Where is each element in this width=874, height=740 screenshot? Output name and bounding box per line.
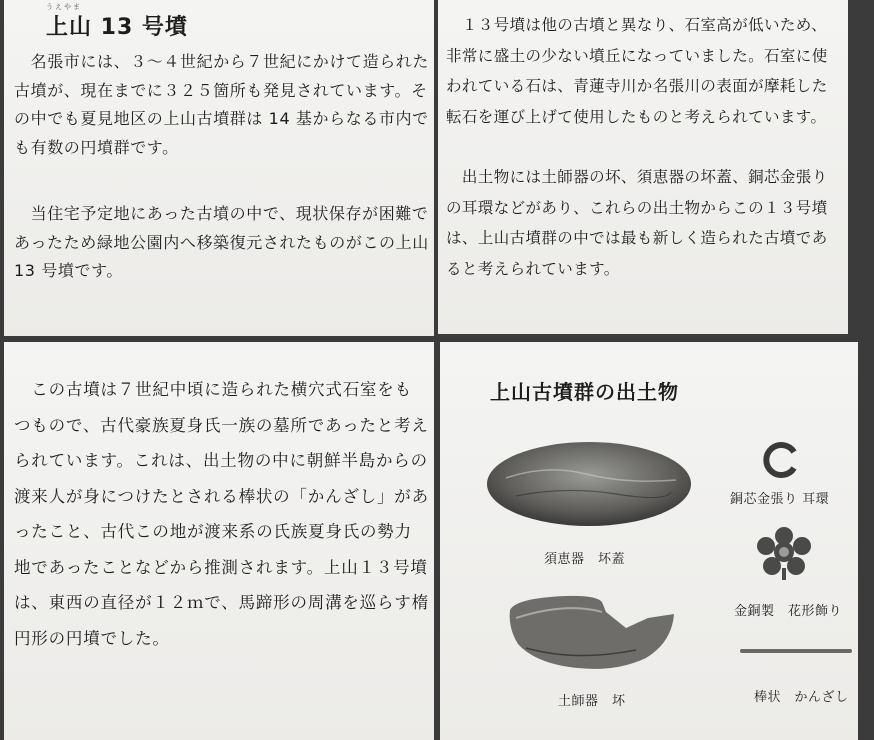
panel-bottom-left — [4, 342, 434, 740]
haji-ware-cup-icon — [506, 592, 678, 674]
earring-icon — [762, 440, 802, 480]
paragraph: 名張市には、３～４世紀から７世紀にかけて造られた古墳が、現在までに３２５箇所も発見されています。その中でも夏見地区の上山古墳群は 14 基からなる市内でも有数の円墳群です。 — [14, 52, 430, 157]
artifact-caption: 金銅製 花形飾り — [734, 604, 843, 619]
panel-top-right — [438, 0, 848, 334]
artifacts-title: 上山古墳群の出土物 — [490, 380, 679, 404]
hairpin-icon — [740, 646, 852, 656]
panel-bottom-right — [440, 342, 858, 740]
artifact-caption: 銅芯金張り 耳環 — [730, 492, 830, 507]
artifact-caption: 須恵器 坏蓋 — [544, 552, 626, 567]
flower-ornament-icon — [752, 524, 816, 582]
paragraph: この古墳は７世紀中頃に造られた横穴式石室をもつもので、古代豪族夏身氏一族の墓所であったと考えられています。これは、出土物の中に朝鮮半島からの渡来人が身につけたとされる棒状の「かんざし」があったこと、古代この地が渡来系の氏族夏身氏の勢力地であったことなどから推測されます。上山１３号墳は、東西の直径が１２ｍで、馬蹄形の周溝を巡らす楕円形の円墳でした。 — [14, 380, 429, 648]
sue-ware-lid-icon — [486, 434, 696, 534]
panel-top-left — [4, 0, 434, 336]
artifact-caption: 土師器 坏 — [558, 694, 626, 709]
paragraph: １３号墳は他の古墳と異なり、石室高が低いため、非常に盛土の少ない墳丘になっていました。石室に使われている石は、青蓮寺川か名張川の表面が摩耗した転石を運び上げて使用したものと考えられています。 — [446, 16, 828, 126]
artifact-caption: 棒状 かんざし — [754, 690, 849, 705]
title-furigana: うえやま — [46, 3, 82, 11]
paragraph: 出土物には土師器の坏、須恵器の坏蓋、銅芯金張りの耳環などがあり、これらの出土物からこの１３号墳は、上山古墳群の中では最も新しく造られた古墳であると考えられています。 — [446, 168, 828, 278]
panel-title: 上山 13 号墳 — [46, 15, 188, 40]
paragraph: 当住宅予定地にあった古墳の中で、現状保存が困難であったため緑地公園内へ移築復元されたものがこの上山 13 号墳です。 — [14, 204, 429, 280]
